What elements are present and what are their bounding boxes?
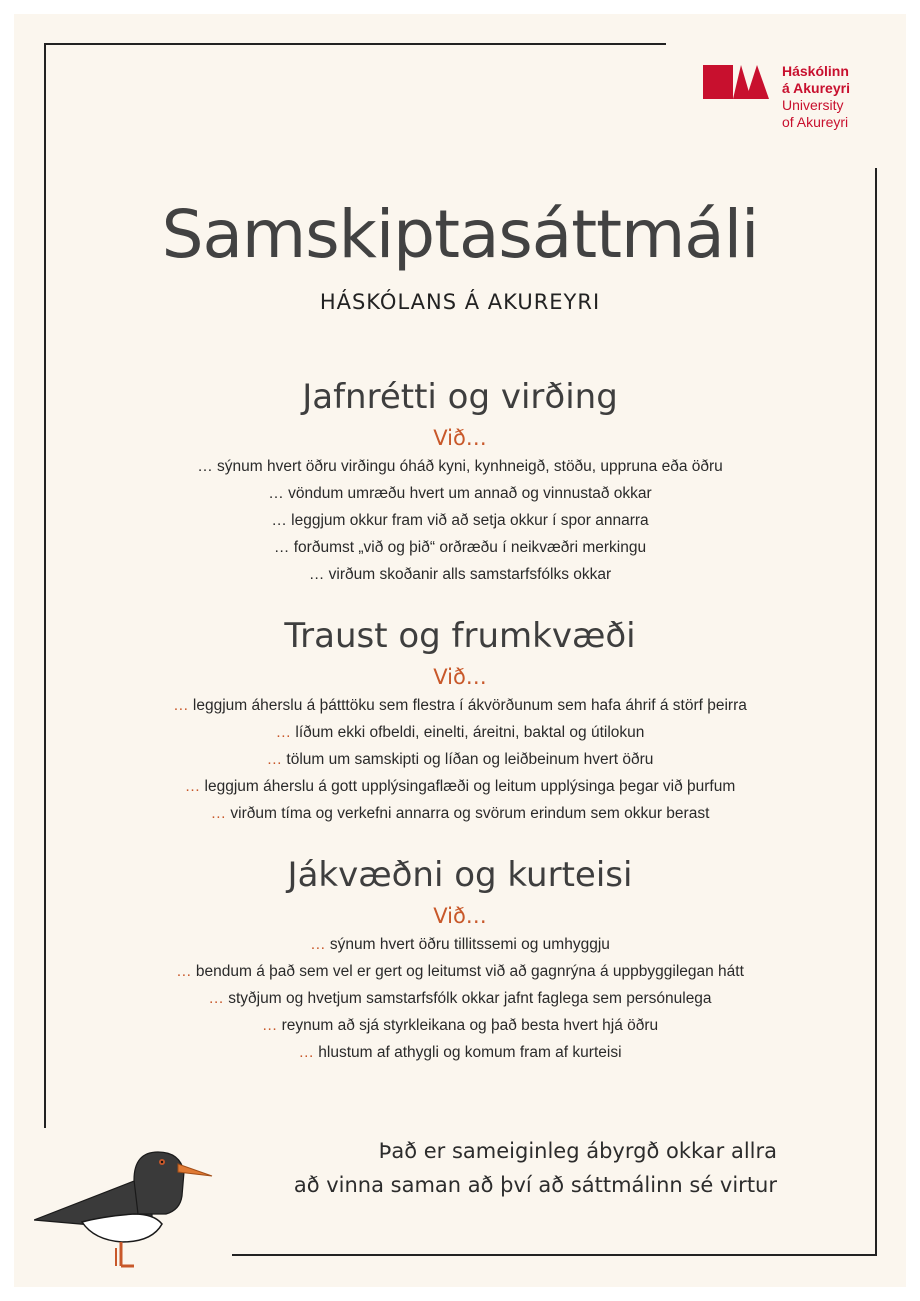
list-item [0,985,920,1012]
list-bullet: … [261,1017,278,1034]
university-logo [703,63,863,143]
list-bullet: … [210,805,227,822]
oystercatcher-bird-icon [34,1140,219,1272]
list-item [0,1012,920,1039]
list-item-text: tölum um samskipti og líðan og leiðbeinum hvert öðru [286,751,654,768]
list-item-text: leggjum áherslu á gott upplýsingaflæði og leitum upplýsinga þegar við þurfum [204,778,736,795]
list-item-text: vöndum umræðu hvert um annað og vinnustað okkar [288,485,652,502]
list-item [0,507,920,534]
list-item-text: sýnum hvert öðru virðingu óháð kyni, kynhneigð, stöðu, uppruna eða öðru [217,458,723,475]
logo-text-line1: Háskólinn [782,63,849,79]
footer-line1: Það er sameiginleg ábyrgð okkar allra [378,1139,777,1163]
list-item [0,719,920,746]
list-bullet: … [184,778,201,795]
list-bullet: … [308,566,325,583]
list-bullet: … [310,936,326,953]
section-list [0,931,920,1066]
logo-text-line3: University [782,97,844,113]
list-bullet: … [197,458,213,475]
university-logo-icon [703,65,769,99]
list-item [0,800,920,827]
logo-text-line2: á Akureyri [782,80,850,96]
section-lead: Við… [433,426,487,450]
footer-statement [240,1134,840,1202]
list-item-text: líðum ekki ofbeldi, einelti, áreitni, baktal og útilokun [295,724,645,741]
list-item [0,534,920,561]
list-item [0,958,920,985]
list-item-text: styðjum og hvetjum samstarfsfólk okkar jafnt faglega sem persónulega [228,990,712,1007]
section-jafnretti [0,375,920,588]
list-item-text: leggjum áherslu á þátttöku sem flestra í ákvörðunum sem hafa áhrif á störf þeirra [192,697,747,714]
section-jakvaedni [0,853,920,1066]
list-bullet: … [176,963,192,980]
university-name [782,63,850,131]
list-item-text: hlustum af athygli og komum fram af kurteisi [318,1044,622,1061]
list-item-text: reynum að sjá styrkleikana og það besta hvert hjá öðru [281,1017,659,1034]
section-traust [0,614,920,827]
list-item [0,453,920,480]
list-item [0,480,920,507]
list-item [0,746,920,773]
frame-line-top [44,43,666,45]
list-item-text: leggjum okkur fram við að setja okkur í spor annarra [291,512,649,529]
list-bullet: … [275,724,292,741]
list-item-text: virðum skoðanir alls samstarfsfólks okkar [328,566,612,583]
list-bullet: … [173,697,189,714]
page-title: Samskiptasáttmáli [161,196,759,273]
page-subtitle: HÁSKÓLANS Á AKUREYRI [319,290,601,314]
list-bullet: … [208,990,224,1007]
list-bullet: … [268,485,284,502]
list-item [0,773,920,800]
list-bullet: … [266,751,283,768]
list-item-text: sýnum hvert öðru tillitssemi og umhyggju [329,936,610,953]
list-item-text: bendum á það sem vel er gert og leitumst við að gagnrýna á uppbyggilegan hátt [195,963,744,980]
section-lead: Við… [433,904,487,928]
section-heading: Jafnrétti og virðing [302,377,618,417]
section-heading: Jákvæðni og kurteisi [287,855,633,895]
list-item-text: forðumst „við og þið“ orðræðu í neikvæðri merkingu [293,539,647,556]
list-item [0,931,920,958]
section-heading: Traust og frumkvæði [284,616,636,656]
list-bullet: … [298,1044,314,1061]
footer-line2: að vinna saman að því að sáttmálinn sé virtur [293,1173,777,1197]
section-lead: Við… [433,665,487,689]
list-item [0,561,920,588]
section-list [0,692,920,827]
frame-line-bottom [232,1254,877,1256]
logo-text-line4: of Akureyri [782,114,849,130]
list-item-text: virðum tíma og verkefni annarra og svörum erindum sem okkur berast [230,805,710,822]
list-item [0,692,920,719]
section-list [0,453,920,588]
list-bullet: … [271,512,287,529]
list-bullet: … [273,539,290,556]
list-item [0,1039,920,1066]
